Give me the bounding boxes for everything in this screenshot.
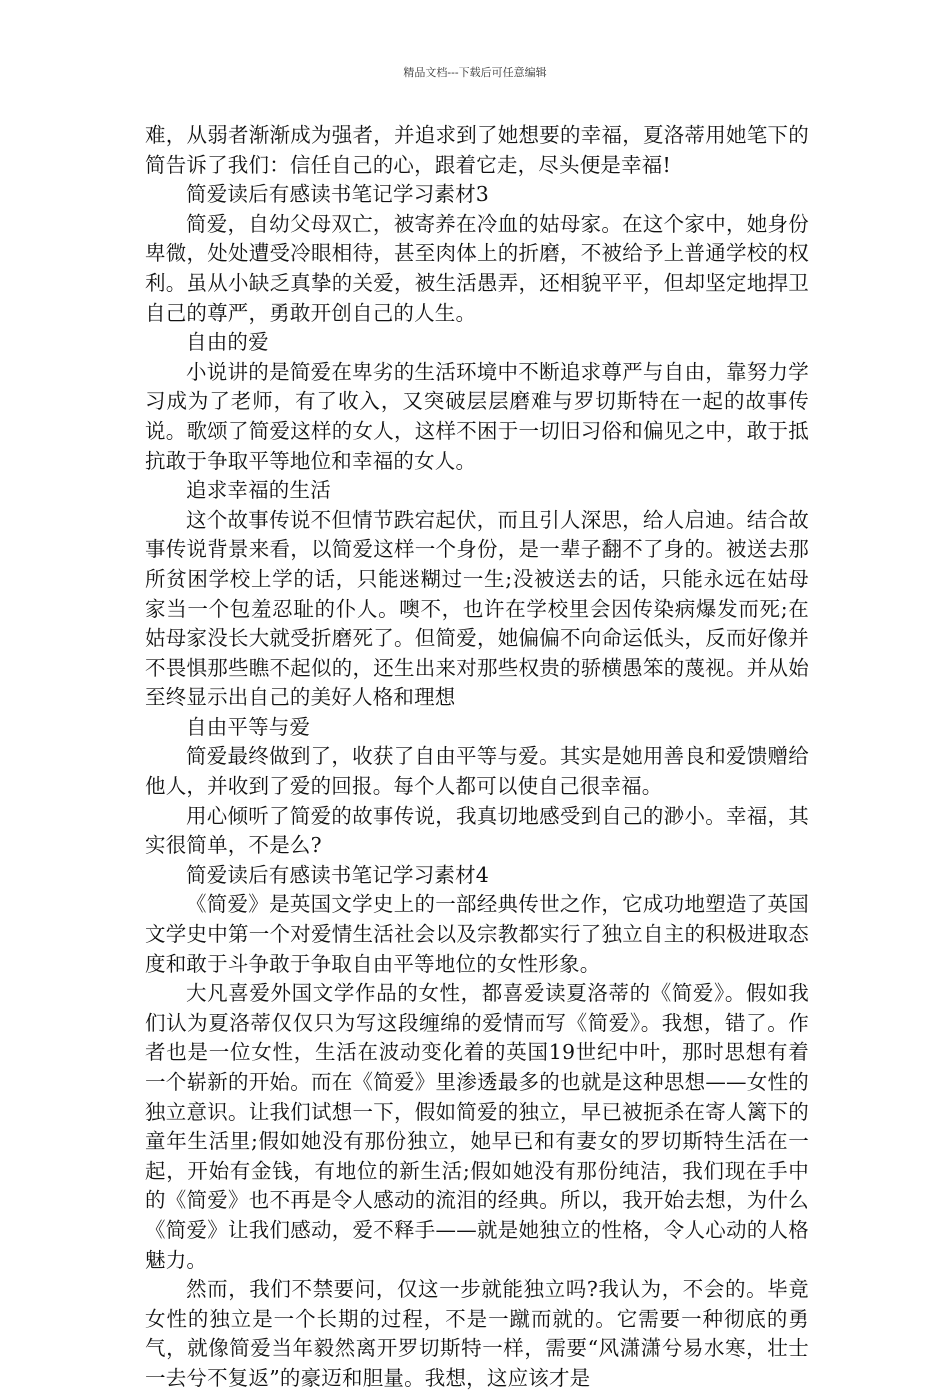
- paragraph: 小说讲的是简爱在卑劣的生活环境中不断追求尊严与自由，靠努力学习成为了老师，有了收入，又突破层层磨难与罗切斯特在一起的故事传说。歌颂了简爱这样的女人，这样不困于一切旧习俗和偏见之中，敢于抵抗敢于争取平等地位和幸福的女人。: [145, 359, 809, 473]
- section-heading: 自由的爱: [186, 330, 269, 355]
- paragraph: 然而，我们不禁要问，仅这一步就能独立吗?我认为，不会的。毕竟女性的独立是一个长期的过程，不是一蹴而就的。它需要一种彻底的勇气，就像简爱当年毅然离开罗切斯特一样，需要“风潇潇兮易水寒，壮士一去兮不复返”的豪迈和胆量。我想，这应该才是: [145, 1277, 809, 1390]
- section-heading: 追求幸福的生活: [186, 478, 331, 503]
- document-body: [145, 121, 809, 1394]
- section-heading: 简爱读后有感读书笔记学习素材4: [186, 862, 490, 887]
- paragraph: 用心倾听了简爱的故事传说，我真切地感受到自己的渺小。幸福，其实很简单，不是么?: [145, 803, 809, 858]
- section-heading: 自由平等与爱: [186, 714, 311, 739]
- paragraph: 《简爱》是英国文学史上的一部经典传世之作，它成功地塑造了英国文学史中第一个对爱情生活社会以及宗教都实行了独立自主的积极进取态度和敢于斗争敢于争取自由平等地位的女性形象。: [145, 892, 809, 976]
- section-heading: 简爱读后有感读书笔记学习素材3: [186, 182, 490, 207]
- paragraph: 简爱，自幼父母双亡，被寄养在冷血的姑母家。在这个家中，她身份卑微，处处遭受冷眼相待，甚至肉体上的折磨，不被给予上普通学校的权利。虽从小缺乏真挚的关爱，被生活愚弄，还相貌平平，但却坚定地捍卫自己的尊严，勇敢开创自己的人生。: [145, 211, 809, 325]
- paragraph: 这个故事传说不但情节跌宕起伏，而且引人深思，给人启迪。结合故事传说背景来看，以简爱这样一个身份，是一辈子翻不了身的。被送去那所贫困学校上学的话，只能迷糊过一生;没被送去的话，只能永远在姑母家当一个包羞忍耻的仆人。噢不，也许在学校里会因传染病爆发而死;在姑母家没长大就受折磨死了。但简爱，她偏偏不向命运低头，反而好像并不畏惧那些瞧不起似的，还生出来对那些权贵的骄横愚笨的蔑视。并从始至终显示出自己的美好人格和理想: [145, 507, 809, 710]
- paragraph: 难，从弱者渐渐成为强者，并追求到了她想要的幸福，夏洛蒂用她笔下的简告诉了我们：信任自己的心，跟着它走，尽头便是幸福!: [145, 123, 809, 177]
- page-header: 精品文档---下载后可任意编辑: [403, 66, 547, 79]
- paragraph: 简爱最终做到了，收获了自由平等与爱。其实是她用善良和爱馈赠给他人，并收到了爱的回报。每个人都可以使自己很幸福。: [145, 744, 809, 799]
- paragraph: 大凡喜爱外国文学作品的女性，都喜爱读夏洛蒂的《简爱》。假如我们认为夏洛蒂仅仅只为写这段缠绵的爱情而写《简爱》。我想，错了。作者也是一位女性，生活在波动变化着的英国19世纪中叶，那时思想有着一个崭新的开始。而在《简爱》里渗透最多的也就是这种思想——女性的独立意识。让我们试想一下，假如简爱的独立，早已被扼杀在寄人篱下的童年生活里;假如她没有那份独立，她早已和有妻女的罗切斯特生活在一起，开始有金钱，有地位的新生活;假如她没有那份纯洁，我们现在手中的《简爱》也不再是令人感动的流泪的经典。所以，我开始去想，为什么《简爱》让我们感动，爱不释手——就是她独立的性格，令人心动的人格魅力。: [145, 981, 809, 1272]
